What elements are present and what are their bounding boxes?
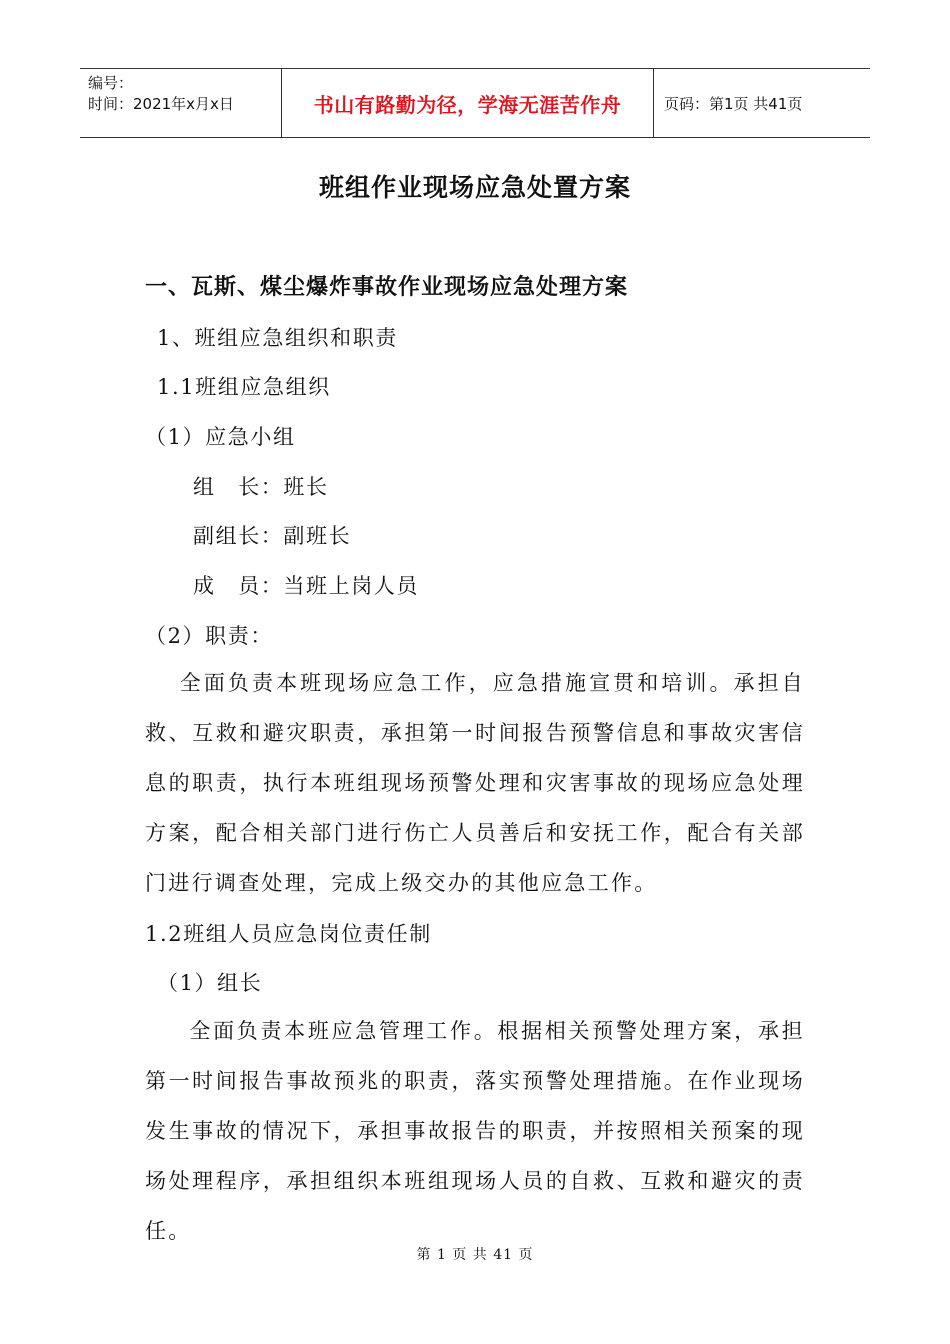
header-meta-cell [80, 69, 281, 137]
page-footer: 第 1 页 共 41 页 [416, 1247, 534, 1263]
duty-label: （2）职责： [145, 624, 273, 648]
header-page-info: 页码：第1页 共41页 [664, 94, 803, 113]
header-motto: 书山有路勤为径，学海无涯苦作舟 [281, 69, 654, 137]
duty-text: 全面负责本班现场应急工作，应急措施宣贯和培训。承担自救、互救和避灾职责，承担第一时间报告预警信息和事故灾害信息的职责，执行本班组现场预警处理和灾害事故的现场应急处理方案，配合相关部门进行伤亡人员善后和安抚工作，配合有关部门进行调查处理，完成上级交办的其他应急工作。 [145, 671, 805, 895]
number-label: 编号： [88, 74, 134, 92]
subsection-heading: 1、班组应急组织和职责 [157, 326, 398, 350]
document-header [80, 68, 870, 138]
subsection-heading-1-2: 1.2班组人员应急岗位责任制 [145, 922, 432, 946]
time-label: 时间：2021年x月x日 [88, 95, 234, 113]
leader-text: 全面负责本班应急管理工作。根据相关预警处理方案，承担第一时间报告事故预兆的职责，落实预警处理措施。在作业现场发生事故的情况下，承担事故报告的职责，并按照相关预案的现场处理程序，承担组织本班组现场人员的自救、互救和避灾的责任。 [145, 1019, 805, 1243]
leader-label: （1）组长 [157, 971, 263, 995]
group-label: （1）应急小组 [145, 425, 296, 449]
role-leader: 组 长：班长 [193, 475, 329, 499]
duty-paragraph [145, 658, 805, 908]
leader-paragraph [145, 1006, 805, 1256]
subsection-heading-1-1: 1.1班组应急组织 [157, 375, 331, 399]
role-deputy: 副组长：副班长 [193, 524, 352, 548]
document-title: 班组作业现场应急处置方案 [318, 173, 631, 202]
role-members: 成 员：当班上岗人员 [193, 574, 419, 598]
section-heading: 一、瓦斯、煤尘爆炸事故作业现场应急处理方案 [145, 275, 629, 300]
